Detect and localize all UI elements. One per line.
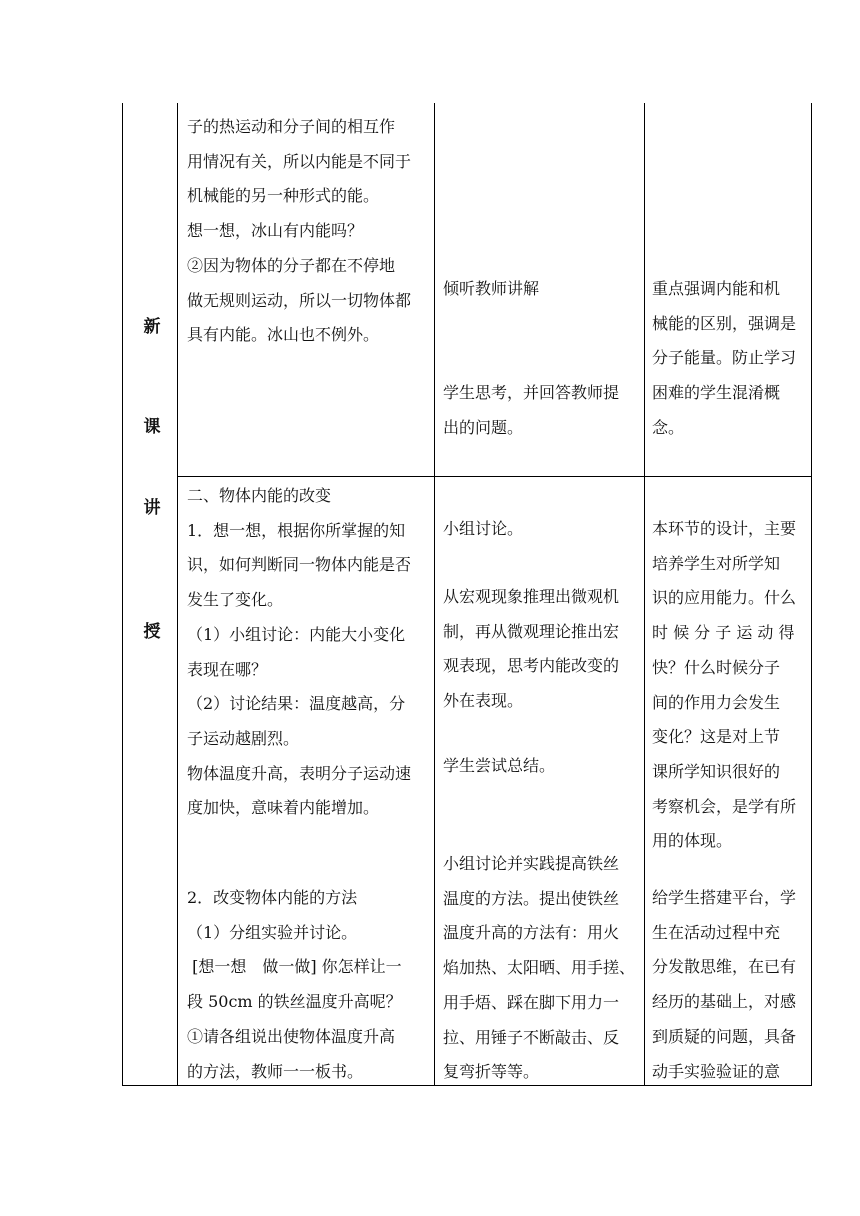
table-border-right <box>811 103 812 1086</box>
row2-student-c: 学生尝试总结。 <box>443 756 556 775</box>
row2-student-a: 小组讨论。 <box>443 519 524 538</box>
row1-design-intent: 重点强调内能和机 械能的区别，强调是 分子能量。防止学习 困难的学生混淆概 念。 <box>652 279 797 437</box>
section-label-char-2: 课 <box>143 417 161 437</box>
row1-student-activity-1: 倾听教师讲解 <box>443 279 540 298</box>
section-label-char-3: 讲 <box>143 498 161 518</box>
row2-content-b: 2．改变物体内能的方法 （1）分组实验并讨论。 [想一想 做一做] 你怎样让一 段 50cm 的铁丝温度升高呢？ ①请各组说出使物体温度升高 的方法，教师一一板书。 <box>187 888 402 1081</box>
table-divider-3 <box>644 103 645 1086</box>
table-border-left <box>122 103 123 1086</box>
row2-design-b: 给学生搭建平台，学 生在活动过程中充 分发散思维，在已有 经历的基础上，对感 到质疑的问题，具备 动手实验验证的意 <box>652 888 797 1081</box>
row1-content: 子的热运动和分子间的相互作 用情况有关，所以内能是不同于 机械能的另一种形式的能。 想一想，冰山有内能吗？ ②因为物体的分子都在不停地 做无规则运动，所以一切物体都 具有内能。冰山也不例外。 <box>187 117 412 345</box>
row2-student-b: 从宏观现象推理出微观机 制，再从微观理论推出宏 观表现，思考内能改变的 外在表现。 <box>443 587 620 711</box>
table-divider-1 <box>177 103 178 1086</box>
row2-content-a: 二、物体内能的改变 1．想一想，根据你所掌握的知 识，如何判断同一物体内能是否 发生了变化。 （1）小组讨论：内能大小变化 表现在哪？ （2）讨论结果：温度越高，分 子运动越剧烈。 物体温度升高，表明分子运动速 度加快，意味着内能增加。 <box>187 486 412 818</box>
row-divider <box>177 476 812 477</box>
table-divider-2 <box>434 103 435 1086</box>
row1-student-activity-2: 学生思考，并回答教师提 出的问题。 <box>443 383 620 437</box>
section-label-char-4: 授 <box>143 622 161 642</box>
row2-design-a: 本环节的设计，主要 培养学生对所学知 识的应用能力。什么 时 候 分 子 运 动 得 快？什么时候分子 间的作用力会发生 变化？这是对上节 课所学知识很好的 考察机会，是学有所 用的体现。 <box>652 519 797 851</box>
row2-student-d: 小组讨论并实践提高铁丝 温度的方法。提出使铁丝 温度升高的方法有：用火 焰加热、太阳晒、用手搓、 用手焐、踩在脚下用力一 拉、用锤子不断敲击、反 复弯折等等。 <box>443 854 636 1082</box>
section-label-char-1: 新 <box>143 317 161 337</box>
